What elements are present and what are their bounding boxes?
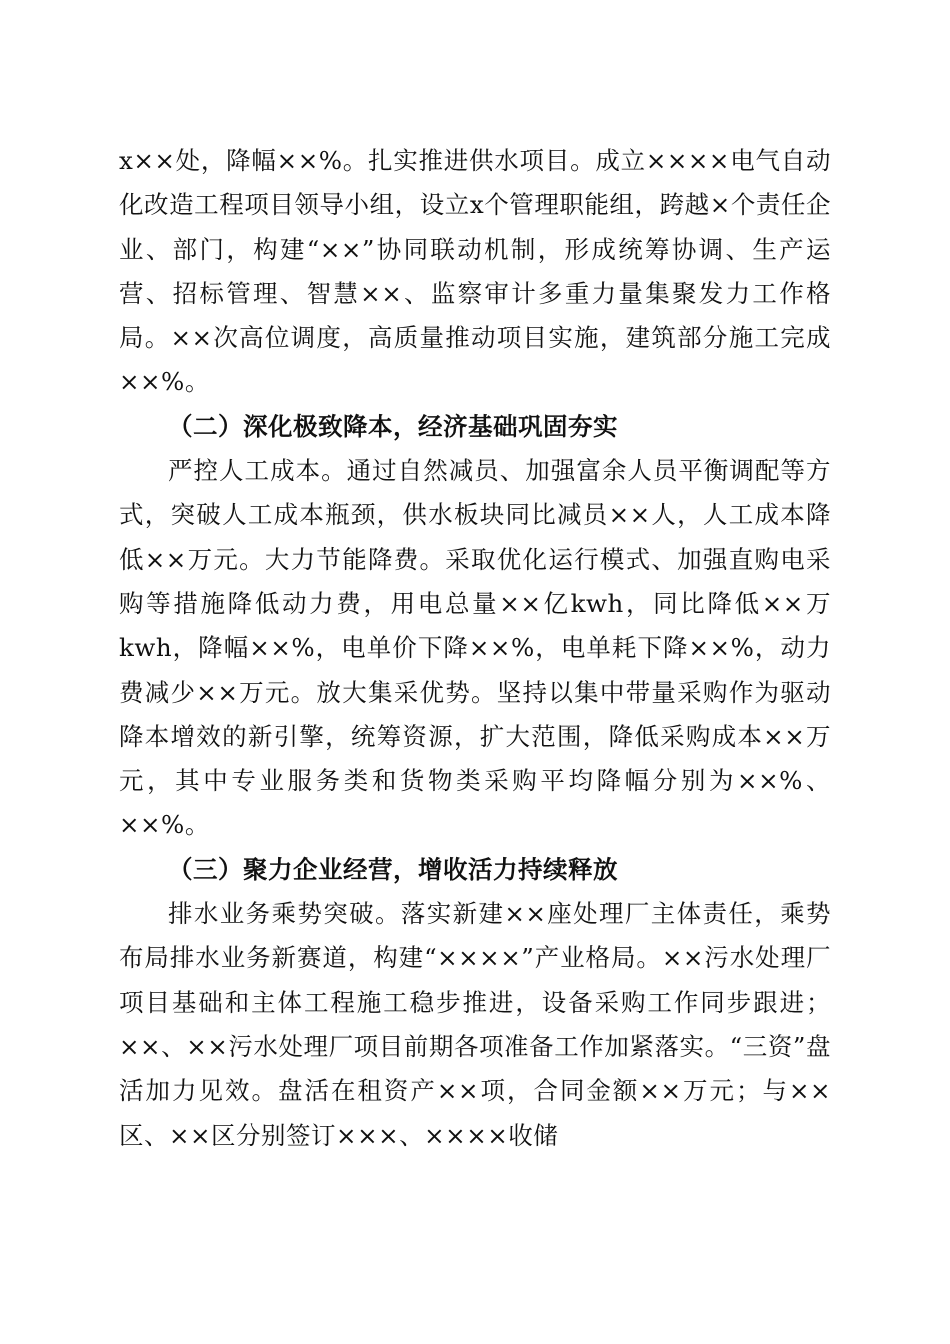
paragraph-cost-reduction: 严控人工成本。通过自然减员、加强富余人员平衡调配等方式，突破人工成本瓶颈，供水板块同比减员××人，人工成本降低××万元。大力节能降费。采取优化运行模式、加强直购电采购等措施降低动力费，用电总量××亿kwh，同比降低××万kwh，降幅××%，电单价下降××%，电单耗下降××%，动力费减少××万元。放大集采优势。坚持以集中带量采购作为驱动降本增效的新引擎，统筹资源，扩大范围，降低采购成本××万元，其中专业服务类和货物类采购平均降幅分别为××%、××%。 [119,456,831,840]
document-body [119,139,831,1158]
paragraph-business-growth: 排水业务乘势突破。落实新建××座处理厂主体责任，乘势布局排水业务新赛道，构建“××××”产业格局。××污水处理厂项目基础和主体工程施工稳步推进，设备采购工作同步跟进；××、××污水处理厂项目前期各项准备工作加紧落实。“三资”盘活加力见效。盘活在租资产××项，合同金额××万元；与××区、××区分别签订×××、××××收储 [119,899,831,1150]
section-heading-2: （二）深化极致降本，经济基础巩固夯实 [168,411,618,441]
section-heading-3: （三）聚力企业经营，增收活力持续释放 [168,854,618,884]
paragraph-water-supply-project: x××处，降幅××%。扎实推进供水项目。成立××××电气自动化改造工程项目领导小组，设立x个管理职能组，跨越×个责任企业、部门，构建“××”协同联动机制，形成统筹协调、生产运营、招标管理、智慧××、监察审计多重力量集聚发力工作格局。××次高位调度，高质量推动项目实施，建筑部分施工完成××%。 [119,146,831,397]
